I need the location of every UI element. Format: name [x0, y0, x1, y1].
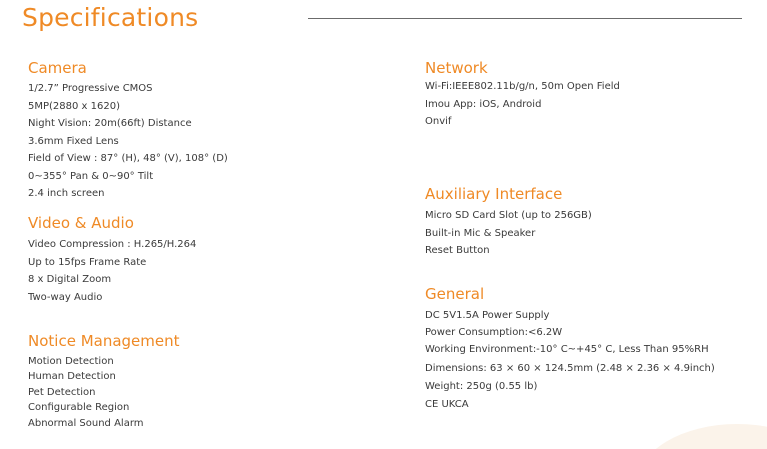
- spec-item: Onvif: [425, 116, 452, 127]
- section-auxiliary-interface: [425, 184, 592, 260]
- section-title-auxiliary-interface: Auxiliary Interface: [425, 185, 563, 203]
- auxiliary-spec-list: [425, 207, 592, 260]
- spec-item: Dimensions: 63 × 60 × 124.5mm (2.48 × 2.36 × 4.9inch): [425, 362, 715, 374]
- spec-item: Configurable Region: [28, 402, 130, 414]
- spec-item: DC 5V1.5A Power Supply: [425, 310, 550, 321]
- section-video-audio: [28, 213, 196, 306]
- spec-item: Human Detection: [28, 371, 116, 383]
- spec-item: CE UKCA: [425, 398, 469, 410]
- spec-item: 8 x Digital Zoom: [28, 274, 112, 285]
- spec-item: 0~355° Pan & 0~90° Tilt: [28, 170, 154, 182]
- section-title-general: General: [425, 285, 485, 303]
- spec-item: Up to 15fps Frame Rate: [28, 256, 147, 268]
- spec-item: 5MP(2880 x 1620): [28, 100, 120, 112]
- spec-item: Motion Detection: [28, 356, 114, 367]
- video-audio-spec-list: [28, 236, 196, 306]
- spec-item: Video Compression : H.265/H.264: [28, 239, 197, 250]
- spec-item: Imou App: iOS, Android: [425, 98, 542, 110]
- spec-item: Micro SD Card Slot (up to 256GB): [425, 210, 592, 221]
- section-title-network: Network: [425, 59, 488, 77]
- section-title-notice-management: Notice Management: [28, 332, 180, 350]
- spec-item: Wi-Fi:IEEE802.11b/g/n, 50m Open Field: [425, 81, 620, 92]
- section-network: [425, 58, 620, 131]
- section-title-video-audio: Video & Audio: [28, 214, 134, 232]
- spec-item: Reset Button: [425, 245, 490, 256]
- spec-item: 1/2.7” Progressive CMOS: [28, 83, 153, 94]
- spec-item: Two-way Audio: [28, 291, 103, 303]
- section-general: [425, 284, 715, 413]
- notice-spec-list: [28, 354, 180, 431]
- general-spec-list: [425, 307, 715, 413]
- page-title: Specifications: [22, 3, 199, 32]
- spec-item: Working Environment:-10° C~+45° C, Less Than 95%RH: [425, 344, 709, 355]
- spec-item: Abnormal Sound Alarm: [28, 417, 144, 429]
- network-spec-list: [425, 78, 620, 131]
- title-divider: [308, 18, 742, 19]
- spec-item: 2.4 inch screen: [28, 188, 105, 199]
- spec-item: Night Vision: 20m(66ft) Distance: [28, 118, 192, 129]
- spec-item: Power Consumption:<6.2W: [425, 327, 563, 338]
- section-title-camera: Camera: [28, 59, 87, 77]
- section-notice-management: [28, 331, 180, 431]
- spec-item: 3.6mm Fixed Lens: [28, 135, 119, 147]
- camera-spec-list: [28, 80, 228, 203]
- section-camera: [28, 58, 228, 203]
- spec-item: Weight: 250g (0.55 lb): [425, 381, 538, 392]
- spec-item: Field of View : 87° (H), 48° (V), 108° (D): [28, 153, 228, 164]
- spec-item: Pet Detection: [28, 386, 96, 398]
- spec-item: Built-in Mic & Speaker: [425, 227, 536, 239]
- decorative-corner-shape: [637, 424, 767, 449]
